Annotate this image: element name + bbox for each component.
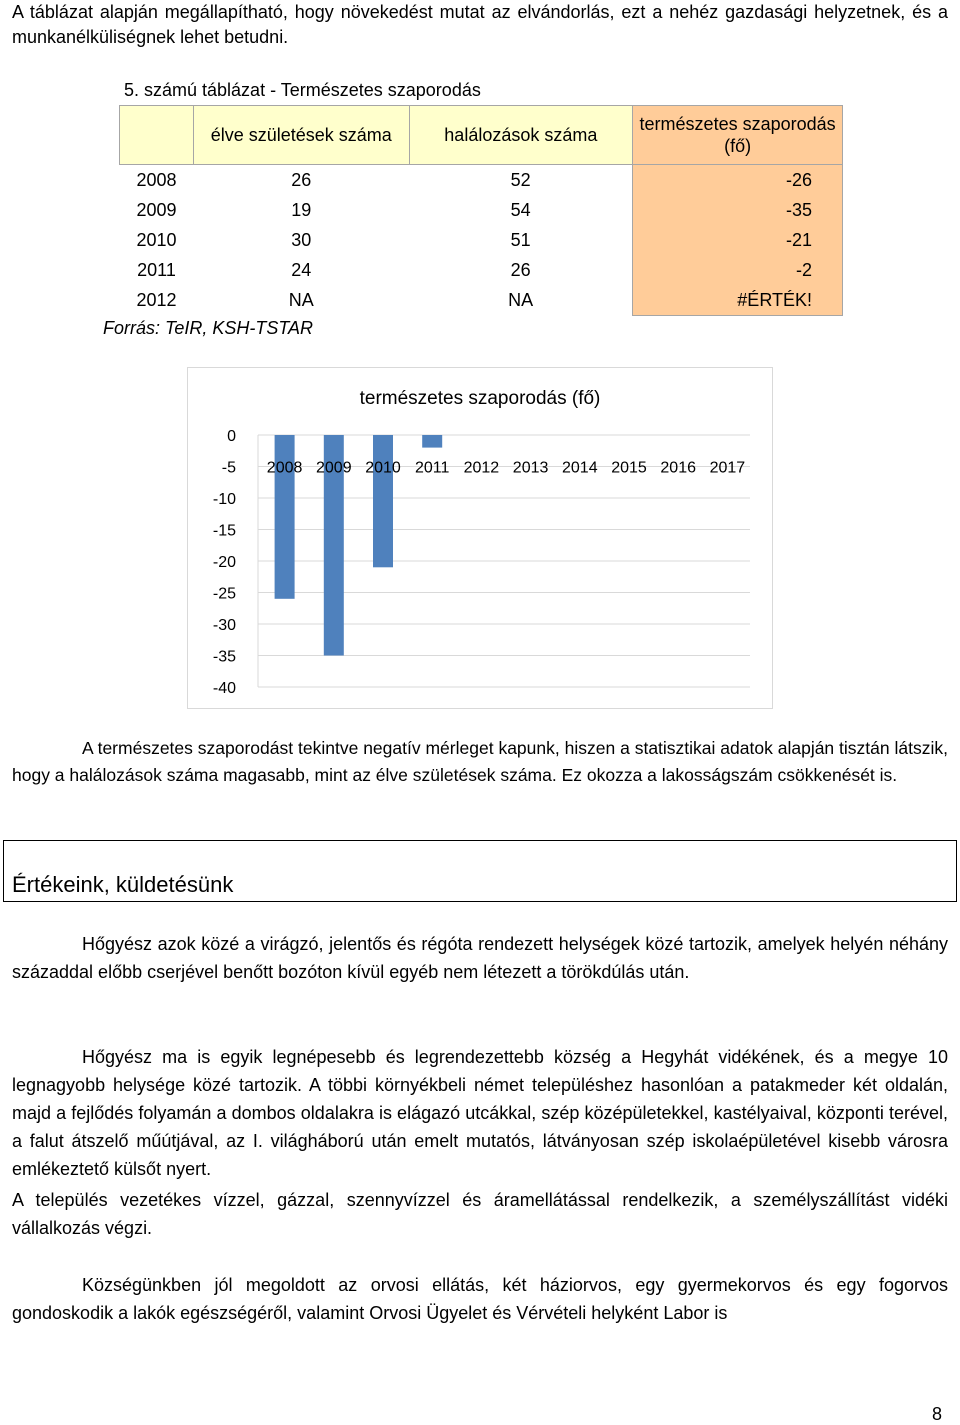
x-tick-label: 2017 [709, 459, 746, 477]
y-tick-label: -35 [212, 648, 236, 666]
y-tick-label: -10 [212, 491, 236, 508]
paragraph-4: Községünkben jól megoldott az orvosi ellátás, két háziorvos, egy gyermekorvos és egy fogorvos gondoskodik a lakók egészségéről, valamint Orvosi Ügyelet és Vérvételi helyként Labor is [12, 1275, 948, 1323]
chart-title: természetes szaporodás (fő) [359, 388, 601, 409]
y-tick-label: -30 [212, 617, 236, 634]
x-tick-label: 2015 [611, 459, 647, 477]
cell-year: 2011 [137, 259, 176, 280]
cell-deaths: 54 [510, 199, 531, 220]
bar-2011 [422, 435, 442, 448]
x-tick-label: 2010 [365, 459, 401, 477]
y-tick-label: -25 [212, 585, 236, 603]
x-tick-label: 2009 [316, 459, 352, 477]
intro-paragraph: A táblázat alapján megállapítható, hogy növekedést mutat az elvándorlás, ezt a nehéz gazdasági helyzetnek, és a munkanélküliségnek lehet betudni. [12, 2, 948, 47]
header-births: élve születések száma [193, 106, 409, 165]
header-deaths: halálozások száma [409, 106, 633, 165]
cell-natural: #ÉRTÉK! [633, 285, 843, 316]
bar-2010 [373, 435, 393, 567]
cell-deaths: 52 [510, 169, 531, 190]
cell-year: 2010 [136, 229, 177, 250]
y-tick-label: -40 [212, 680, 236, 697]
paragraph-1: Hőgyész azok közé a virágzó, jelentős és régóta rendezett helységek közé tartozik, amelyek helyén néhány századdal előbb cserjével benőtt bozóton kívül egyéb nem létezett a törökdúlás után. [12, 934, 948, 982]
y-tick-label: -5 [221, 459, 236, 477]
cell-deaths: 51 [510, 229, 531, 250]
cell-year: 2008 [136, 169, 177, 190]
paragraph-3: A település vezetékes vízzel, gázzal, szennyvízzel és áramellátással rendelkezik, a személyszállítást vidéki vállalkozás végzi. [12, 1190, 948, 1238]
table-source: Forrás: TeIR, KSH-TSTAR [103, 318, 314, 338]
x-tick-label: 2012 [463, 459, 500, 477]
cell-natural: -26 [633, 165, 843, 196]
cell-year: 2012 [136, 289, 177, 310]
cell-births: NA [288, 289, 314, 310]
section-heading: Értékeink, küldetésünk [12, 872, 234, 897]
table-caption: 5. számú táblázat - Természetes szaporodás [124, 80, 481, 100]
y-tick-label: -15 [212, 522, 236, 540]
cell-natural: -21 [633, 225, 843, 255]
cell-natural: -2 [633, 255, 843, 285]
y-tick-label: -20 [212, 554, 236, 571]
cell-year: 2009 [136, 199, 177, 220]
chart-commentary: A természetes szaporodást tekintve negatív mérleget kapunk, hiszen a statisztikai adatok alapján tisztán látszik, hogy a halálozások száma magasabb, mint az élve születések száma. Ez okozza a lakosságszám csökkenését is. [12, 738, 948, 785]
header-natural-growth: természetes szaporodás (fő) [633, 106, 843, 165]
x-tick-label: 2016 [660, 459, 696, 477]
x-tick-label: 2011 [414, 459, 450, 477]
cell-natural: -35 [633, 195, 843, 225]
page-number: 8 [932, 1404, 943, 1424]
cell-births: 26 [291, 169, 312, 190]
cell-births: 19 [291, 199, 312, 220]
paragraph-2: Hőgyész ma is egyik legnépesebb és legrendezettebb község a Hegyhát vidékének, és a megye 10 legnagyobb helysége közé tartozik. A többi környékbeli német településhez hasonlóan a patakmeder két oldalán, majd a fejlődés folyamán a dombos oldalakra is elágazó utcákkal, szép középületekkel, kastélyaival, központi terével, a falut átszelő műútjával, az I. világháború után emelt mutatós, látványosan szép iskolaépületével kisebb városra emlékeztető külsőt nyert. [12, 1047, 948, 1179]
cell-deaths: 26 [510, 259, 531, 280]
cell-births: 24 [291, 259, 312, 280]
x-tick-label: 2013 [512, 459, 549, 477]
x-tick-label: 2008 [266, 459, 303, 477]
cell-births: 30 [291, 229, 312, 250]
y-tick-label: 0 [227, 428, 236, 445]
x-tick-label: 2014 [562, 459, 598, 477]
cell-deaths: NA [508, 289, 534, 310]
